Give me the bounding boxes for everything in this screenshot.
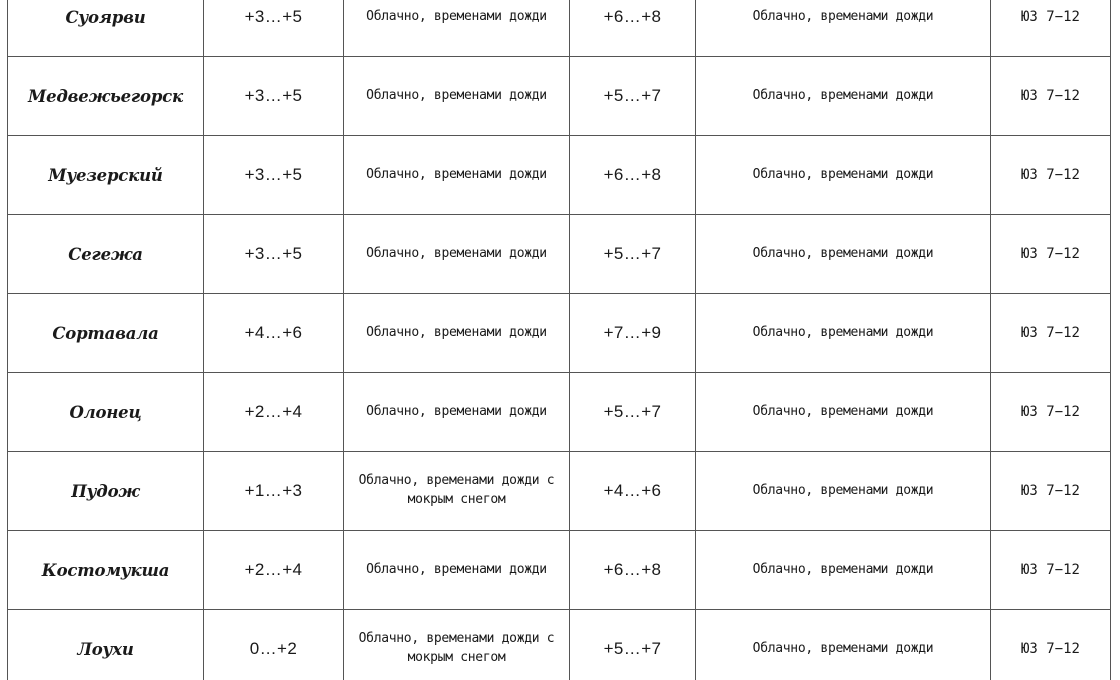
- city-name: Лоухи: [8, 610, 204, 680]
- city-name: Олонец: [8, 373, 204, 452]
- night-weather-description: Облачно, временами дожди: [344, 0, 570, 57]
- table-row: [8, 57, 1111, 136]
- wind-description: ЮЗ 7−12: [991, 215, 1111, 294]
- night-temperature: +1…+3: [204, 452, 344, 531]
- wind-description: ЮЗ 7−12: [991, 57, 1111, 136]
- day-temperature: +5…+7: [570, 610, 696, 680]
- day-temperature: +5…+7: [570, 215, 696, 294]
- table-row: [8, 215, 1111, 294]
- table-row: [8, 136, 1111, 215]
- day-weather-description: Облачно, временами дожди: [696, 531, 991, 610]
- day-temperature: +5…+7: [570, 57, 696, 136]
- table-row: [8, 294, 1111, 373]
- night-temperature: +2…+4: [204, 531, 344, 610]
- wind-description: ЮЗ 7−12: [991, 531, 1111, 610]
- day-temperature: +6…+8: [570, 0, 696, 57]
- table-body: [8, 0, 1111, 680]
- city-name: Пудож: [8, 452, 204, 531]
- day-temperature: +5…+7: [570, 373, 696, 452]
- day-weather-description: Облачно, временами дожди: [696, 610, 991, 680]
- night-temperature: 0…+2: [204, 610, 344, 680]
- night-weather-description: Облачно, временами дожди с мокрым снегом: [344, 610, 570, 680]
- day-temperature: +4…+6: [570, 452, 696, 531]
- day-weather-description: Облачно, временами дожди: [696, 57, 991, 136]
- night-weather-description: Облачно, временами дожди: [344, 57, 570, 136]
- night-weather-description: Облачно, временами дожди: [344, 136, 570, 215]
- wind-description: ЮЗ 7−12: [991, 452, 1111, 531]
- night-temperature: +3…+5: [204, 136, 344, 215]
- table-row: [8, 610, 1111, 680]
- day-temperature: +7…+9: [570, 294, 696, 373]
- table-row: [8, 0, 1111, 57]
- day-weather-description: Облачно, временами дожди: [696, 215, 991, 294]
- wind-description: ЮЗ 7−12: [991, 0, 1111, 57]
- weather-forecast-table: [7, 0, 1111, 680]
- night-temperature: +3…+5: [204, 215, 344, 294]
- day-temperature: +6…+8: [570, 136, 696, 215]
- table-viewport: [7, 0, 1111, 680]
- day-weather-description: Облачно, временами дожди: [696, 136, 991, 215]
- night-temperature: +2…+4: [204, 373, 344, 452]
- city-name: Костомукша: [8, 531, 204, 610]
- city-name: Муезерский: [8, 136, 204, 215]
- wind-description: ЮЗ 7−12: [991, 373, 1111, 452]
- night-weather-description: Облачно, временами дожди: [344, 294, 570, 373]
- city-name: Сегежа: [8, 215, 204, 294]
- night-temperature: +3…+5: [204, 0, 344, 57]
- wind-description: ЮЗ 7−12: [991, 610, 1111, 680]
- table-row: [8, 452, 1111, 531]
- night-temperature: +4…+6: [204, 294, 344, 373]
- day-weather-description: Облачно, временами дожди: [696, 294, 991, 373]
- night-weather-description: Облачно, временами дожди: [344, 531, 570, 610]
- wind-description: ЮЗ 7−12: [991, 294, 1111, 373]
- city-name: Медвежьегорск: [8, 57, 204, 136]
- table-row: [8, 373, 1111, 452]
- night-temperature: +3…+5: [204, 57, 344, 136]
- night-weather-description: Облачно, временами дожди с мокрым снегом: [344, 452, 570, 531]
- day-weather-description: Облачно, временами дожди: [696, 0, 991, 57]
- table-row: [8, 531, 1111, 610]
- city-name: Суоярви: [8, 0, 204, 57]
- night-weather-description: Облачно, временами дожди: [344, 373, 570, 452]
- city-name: Сортавала: [8, 294, 204, 373]
- day-weather-description: Облачно, временами дожди: [696, 373, 991, 452]
- night-weather-description: Облачно, временами дожди: [344, 215, 570, 294]
- wind-description: ЮЗ 7−12: [991, 136, 1111, 215]
- day-temperature: +6…+8: [570, 531, 696, 610]
- day-weather-description: Облачно, временами дожди: [696, 452, 991, 531]
